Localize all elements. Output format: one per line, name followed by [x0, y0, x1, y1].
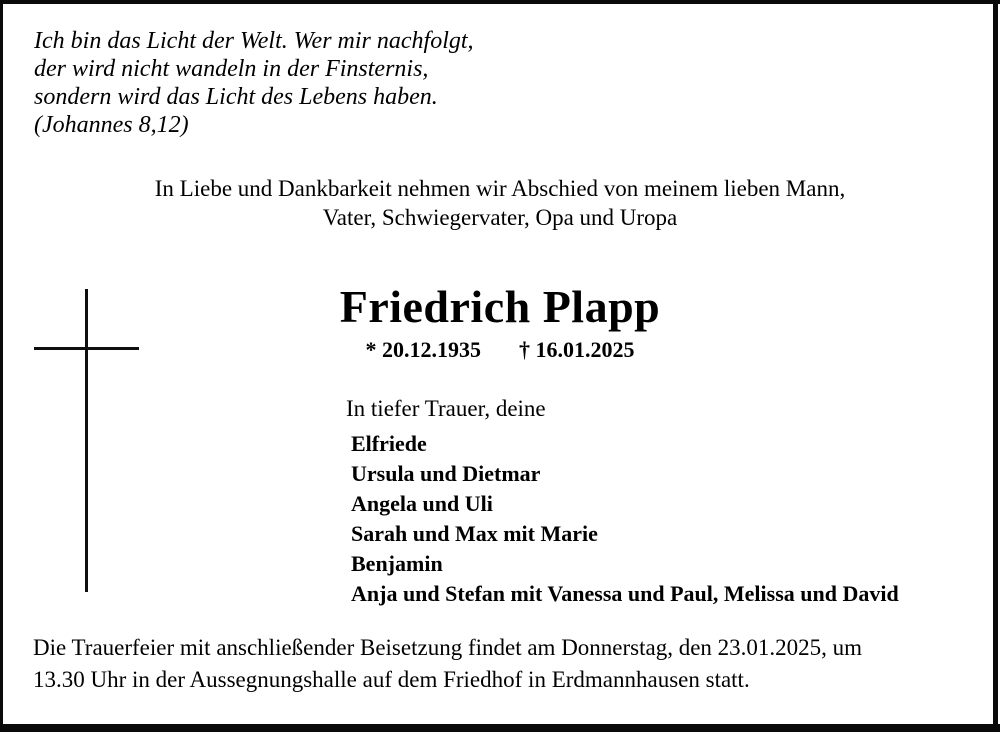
- scripture-quote: [34, 27, 474, 139]
- scripture-quote-source: (Johannes 8,12): [34, 112, 189, 138]
- cross-icon-horizontal-bar: [34, 347, 139, 350]
- scripture-quote-line: der wird nicht wandeln in der Finsternis,: [34, 56, 429, 82]
- mourning-heading: In tiefer Trauer, deine: [346, 396, 546, 421]
- mourner-name: Angela und Uli: [351, 491, 493, 516]
- frame-border-left: [0, 0, 3, 732]
- mourner-name: Elfriede: [351, 431, 427, 456]
- intro-line: In Liebe und Dankbarkeit nehmen wir Abschied von meinem lieben Mann,: [154, 176, 846, 201]
- mourner-name: Benjamin: [351, 551, 443, 576]
- mourners-list: [351, 429, 899, 609]
- scripture-quote-line: sondern wird das Licht des Lebens haben.: [34, 84, 438, 110]
- deceased-name: Friedrich Plapp: [339, 281, 661, 332]
- funeral-details: [33, 632, 862, 696]
- intro-text: [0, 174, 1000, 232]
- cross-icon-vertical-bar: [85, 289, 88, 592]
- mourner-name: Anja und Stefan mit Vanessa und Paul, Melissa und David: [351, 581, 899, 606]
- frame-border-top: [0, 0, 1000, 4]
- intro-line: Vater, Schwiegervater, Opa und Uropa: [322, 205, 678, 230]
- frame-border-bottom: [0, 724, 1000, 732]
- funeral-details-line: Die Trauerfeier mit anschließender Beisetzung findet am Donnerstag, den 23.01.2025, um: [33, 635, 863, 660]
- birth-date: * 20.12.1935: [365, 337, 481, 362]
- death-date: † 16.01.2025: [519, 337, 635, 362]
- life-dates: [0, 337, 1000, 363]
- scripture-quote-line: Ich bin das Licht der Welt. Wer mir nachfolgt,: [34, 28, 474, 54]
- mourner-name: Sarah und Max mit Marie: [351, 521, 598, 546]
- mourner-name: Ursula und Dietmar: [351, 461, 541, 486]
- funeral-details-line: 13.30 Uhr in der Aussegnungshalle auf dem Friedhof in Erdmannhausen statt.: [33, 667, 750, 692]
- frame-border-right: [993, 0, 998, 732]
